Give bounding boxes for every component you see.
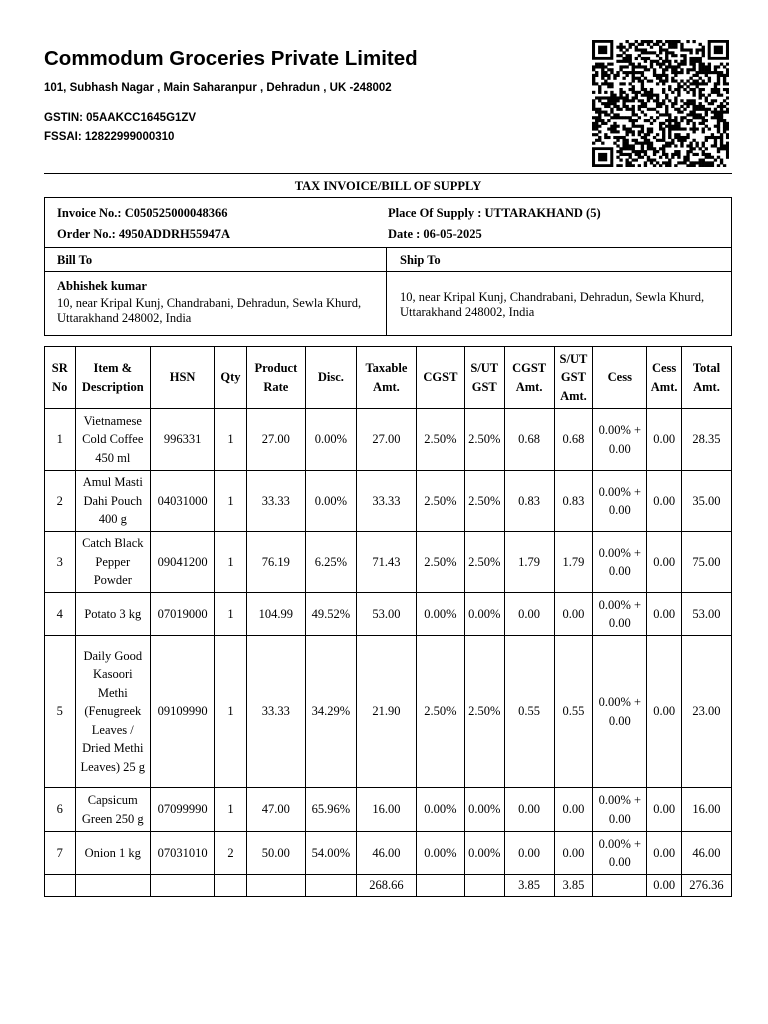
cell-disc: 49.52% [305,593,356,636]
cell-hsn: 07099990 [151,788,215,832]
cell-sutgst: 0.00% [464,593,504,636]
cell-sutgst-amt: 0.83 [554,471,593,532]
cell-sr: 3 [45,532,76,593]
col-header-sr: SR No [45,347,76,409]
table-row [45,593,732,636]
cell-sutgst: 2.50% [464,636,504,788]
col-header-taxable: Taxable Amt. [356,347,416,409]
totals-empty [464,875,504,897]
info-divider [45,247,731,248]
cell-disc: 0.00% [305,409,356,471]
cell-cgst: 0.00% [416,832,464,875]
cell-hsn: 04031000 [151,471,215,532]
cell-cgst: 2.50% [416,409,464,471]
header-divider [44,173,732,174]
cell-taxable: 33.33 [356,471,416,532]
cell-cess-amt: 0.00 [647,409,682,471]
cell-taxable: 16.00 [356,788,416,832]
qr-code-icon [592,40,729,167]
cell-sutgst-amt: 0.55 [554,636,593,788]
cell-cess-amt: 0.00 [647,593,682,636]
table-row [45,788,732,832]
cell-taxable: 53.00 [356,593,416,636]
col-header-hsn: HSN [151,347,215,409]
cell-total: 46.00 [681,832,731,875]
cell-cess: 0.00% + 0.00 [593,409,647,471]
order-number: Order No.: 4950ADDRH55947A [57,227,231,241]
cell-cgst-amt: 0.00 [504,593,554,636]
totals-empty [593,875,647,897]
cell-cgst-amt: 0.00 [504,788,554,832]
cell-sr: 2 [45,471,76,532]
company-name: Commodum Groceries Private Limited [44,47,418,70]
ship-to-label: Ship To [400,253,441,267]
cell-disc: 65.96% [305,788,356,832]
cell-qty: 1 [215,409,247,471]
totals-empty [305,875,356,897]
cell-item: Catch Black Pepper Powder [75,532,150,593]
cell-qty: 2 [215,832,247,875]
cell-cess: 0.00% + 0.00 [593,471,647,532]
cell-cgst-amt: 0.68 [504,409,554,471]
cell-disc: 6.25% [305,532,356,593]
col-header-qty: Qty [215,347,247,409]
cell-sutgst: 2.50% [464,532,504,593]
col-header-cess-amt: Cess Amt. [647,347,682,409]
invoice-number: Invoice No.: C050525000048366 [57,206,228,220]
cell-sutgst-amt: 0.00 [554,832,593,875]
cell-rate: 27.00 [246,409,305,471]
cell-cess: 0.00% + 0.00 [593,532,647,593]
cell-cgst: 0.00% [416,788,464,832]
totals-empty [416,875,464,897]
cell-cess: 0.00% + 0.00 [593,788,647,832]
cell-sutgst: 2.50% [464,471,504,532]
totals-row [45,875,732,897]
cell-hsn: 09041200 [151,532,215,593]
table-row [45,471,732,532]
totals-empty [45,875,76,897]
cell-taxable: 46.00 [356,832,416,875]
table-row [45,832,732,875]
total-cess-amt: 0.00 [647,875,682,897]
address-divider [45,271,731,272]
cell-cgst-amt: 1.79 [504,532,554,593]
cell-cess-amt: 0.00 [647,636,682,788]
company-address: 101, Subhash Nagar , Main Saharanpur , Dehradun , UK -248002 [44,82,392,94]
cell-total: 28.35 [681,409,731,471]
cell-taxable: 27.00 [356,409,416,471]
col-header-item: Item & Description [75,347,150,409]
cell-item: Daily Good Kasoori Methi (Fenugreek Leaves / Dried Methi Leaves) 25 g [75,636,150,788]
cell-rate: 33.33 [246,636,305,788]
cell-hsn: 996331 [151,409,215,471]
cell-taxable: 71.43 [356,532,416,593]
cell-sutgst-amt: 0.00 [554,593,593,636]
col-header-cgst-amt: CGST Amt. [504,347,554,409]
grand-total: 276.36 [681,875,731,897]
cell-hsn: 09109990 [151,636,215,788]
cell-cgst: 2.50% [416,471,464,532]
cell-hsn: 07031010 [151,832,215,875]
cell-cess: 0.00% + 0.00 [593,593,647,636]
cell-item: Amul Masti Dahi Pouch 400 g [75,471,150,532]
bill-to-label: Bill To [57,253,93,267]
cell-item: Capsicum Green 250 g [75,788,150,832]
cell-cess-amt: 0.00 [647,788,682,832]
ship-to-address: 10, near Kripal Kunj, Chandrabani, Dehradun, Sewla Khurd, Uttarakhand 248002, India [400,290,705,319]
cell-total: 23.00 [681,636,731,788]
cell-sutgst: 0.00% [464,832,504,875]
cell-qty: 1 [215,636,247,788]
document-title: TAX INVOICE/BILL OF SUPPLY [294,179,482,193]
cell-cess: 0.00% + 0.00 [593,636,647,788]
cell-cgst-amt: 0.00 [504,832,554,875]
cell-total: 75.00 [681,532,731,593]
col-header-total: Total Amt. [681,347,731,409]
table-row [45,636,732,788]
total-sutgst-amt: 3.85 [554,875,593,897]
cell-disc: 54.00% [305,832,356,875]
table-header-row [45,347,732,409]
cell-disc: 0.00% [305,471,356,532]
cell-qty: 1 [215,788,247,832]
cell-total: 16.00 [681,788,731,832]
place-of-supply: Place Of Supply : UTTARAKHAND (5) [388,206,601,220]
cell-cgst: 2.50% [416,636,464,788]
cell-qty: 1 [215,593,247,636]
cell-sutgst-amt: 0.00 [554,788,593,832]
cell-rate: 50.00 [246,832,305,875]
total-cgst-amt: 3.85 [504,875,554,897]
cell-cgst: 0.00% [416,593,464,636]
cell-cgst-amt: 0.83 [504,471,554,532]
bill-to-name: Abhishek kumar [57,279,147,293]
fssai: FSSAI: 12822999000310 [44,131,175,143]
cell-total: 53.00 [681,593,731,636]
cell-qty: 1 [215,532,247,593]
invoice-info-box [44,197,732,336]
gstin: GSTIN: 05AAKCC1645G1ZV [44,112,197,124]
totals-empty [246,875,305,897]
col-header-rate: Product Rate [246,347,305,409]
total-taxable: 268.66 [356,875,416,897]
cell-sutgst-amt: 0.68 [554,409,593,471]
cell-taxable: 21.90 [356,636,416,788]
cell-item: Potato 3 kg [75,593,150,636]
cell-rate: 47.00 [246,788,305,832]
cell-hsn: 07019000 [151,593,215,636]
cell-item: Vietnamese Cold Coffee 450 ml [75,409,150,471]
cell-rate: 76.19 [246,532,305,593]
totals-empty [151,875,215,897]
table-row [45,409,732,471]
col-header-cgst: CGST [416,347,464,409]
cell-item: Onion 1 kg [75,832,150,875]
invoice-date: Date : 06-05-2025 [388,227,482,241]
col-header-sutgst-amt: S/UT GST Amt. [554,347,593,409]
table-row [45,532,732,593]
cell-cess-amt: 0.00 [647,832,682,875]
cell-sutgst: 0.00% [464,788,504,832]
bill-ship-separator [386,247,387,335]
cell-sr: 4 [45,593,76,636]
totals-empty [75,875,150,897]
col-header-sutgst: S/UT GST [464,347,504,409]
bill-to-address: 10, near Kripal Kunj, Chandrabani, Dehradun, Sewla Khurd, Uttarakhand 248002, India [57,296,362,325]
cell-rate: 104.99 [246,593,305,636]
cell-cess-amt: 0.00 [647,471,682,532]
cell-sutgst: 2.50% [464,409,504,471]
totals-empty [215,875,247,897]
cell-rate: 33.33 [246,471,305,532]
col-header-cess: Cess [593,347,647,409]
cell-qty: 1 [215,471,247,532]
cell-cgst-amt: 0.55 [504,636,554,788]
cell-cgst: 2.50% [416,532,464,593]
cell-total: 35.00 [681,471,731,532]
cell-disc: 34.29% [305,636,356,788]
cell-sutgst-amt: 1.79 [554,532,593,593]
col-header-disc: Disc. [305,347,356,409]
cell-sr: 1 [45,409,76,471]
items-table [44,346,732,897]
cell-cess: 0.00% + 0.00 [593,832,647,875]
cell-cess-amt: 0.00 [647,532,682,593]
cell-sr: 6 [45,788,76,832]
cell-sr: 7 [45,832,76,875]
cell-sr: 5 [45,636,76,788]
